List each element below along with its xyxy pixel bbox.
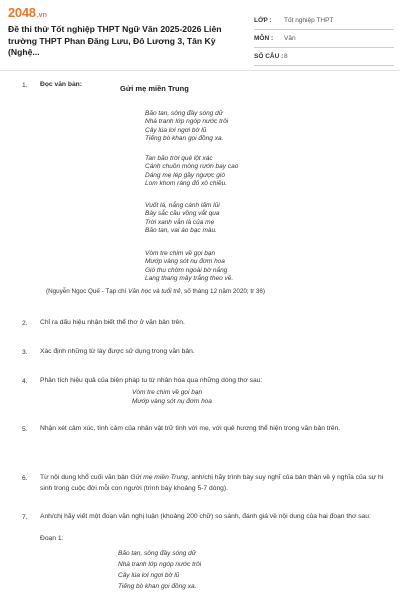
- poem-line: Lom khom ráng đỏ xô chiều.: [145, 179, 228, 187]
- poem-line: Vòm tre chim về gọi bạn: [145, 250, 216, 257]
- poem-stanza: [145, 155, 238, 188]
- poem-source: [46, 288, 265, 295]
- poem-line: Cây lúa lơi ngơi bờ lũ: [145, 126, 207, 134]
- poem-line: Bày sắc cầu vồng vắt qua: [145, 210, 220, 218]
- question-text: [40, 473, 390, 494]
- meta-value: 8: [284, 53, 288, 60]
- question-number: 3.: [22, 349, 28, 356]
- meta-value: Tốt nghiệp THPT: [284, 17, 334, 24]
- poem-line: Bão tan, vai áo bạc màu.: [145, 226, 217, 234]
- quote-line: Nhà tranh lớp ngóp nước trôi: [118, 561, 202, 568]
- question-number: 5.: [22, 426, 28, 433]
- question-text: Phân tích hiệu quả của biện pháp tu từ nhân hóa qua những dòng thơ sau:: [40, 377, 263, 384]
- question-number: 2.: [22, 320, 28, 327]
- poem-line: Cánh chuồn mông rướn bay cao: [145, 163, 239, 171]
- poem-stanza: [145, 202, 220, 235]
- poem-line: Bão tan, sông đầy sóng dữ: [145, 110, 223, 117]
- quote-line: Vòm tre chim về gọi bạn: [132, 389, 203, 396]
- passage-heading: Đọc văn bản:: [40, 81, 82, 88]
- poem-line: Lang thang mây trắng theo về.: [145, 274, 234, 282]
- poem-line: Tiếng bò khan gọi đồng xa.: [145, 134, 224, 142]
- poem-line: Tan bão trời quê lột xác: [145, 155, 213, 162]
- question-text: Anh/chị hãy viết một đoạn văn nghị luận (khoảng 200 chữ) so sánh, đánh giá về nội dung của hai đoạn thơ sau:: [40, 513, 371, 520]
- quote-line: Bão tan, sông đầy sóng dữ: [118, 550, 196, 557]
- meta-label: SỐ CÂU :: [254, 53, 284, 60]
- quoted-lines: [132, 388, 212, 406]
- quoted-lines: [118, 548, 201, 592]
- question-number: 7.: [22, 514, 28, 521]
- poem-title-reference: Gửi mẹ miền Trung: [130, 474, 188, 481]
- meta-row-class: [254, 12, 394, 30]
- question-number: 4.: [22, 378, 28, 385]
- poem-title: Gửi mẹ miền Trung: [120, 84, 189, 93]
- poem-line: Mướp vàng sót nụ đơm hoa: [145, 258, 225, 266]
- logo-domain: .vn: [36, 12, 47, 19]
- poem-line: Trời xanh vẫn là của mẹ: [145, 218, 215, 226]
- question-number: 6.: [22, 475, 28, 482]
- poem-line: Vuốt lá, nắng cánh lấm lũi: [145, 202, 220, 209]
- quote-line: Mướp vàng sót nụ đơm hoa: [132, 398, 212, 405]
- poem-line: Dáng mẹ lép gầy ngược gió: [145, 171, 225, 179]
- question-number: 1.: [22, 82, 28, 89]
- site-logo[interactable]: [8, 6, 47, 20]
- document-header: [0, 0, 400, 62]
- meta-label: LỚP :: [254, 17, 272, 24]
- quote-line: Tiếng bò khan gọi đồng xa.: [118, 583, 197, 590]
- poem-line: Gió thu chờm ngoài bờ nắng: [145, 266, 228, 274]
- source-suffix: , số tháng 12 năm 2020; tr 36): [180, 288, 266, 295]
- meta-row-subject: [254, 30, 394, 48]
- sub-label: Đoạn 1:: [40, 535, 64, 542]
- meta-row-count: [254, 48, 394, 66]
- logo-number: 2048: [8, 5, 36, 20]
- source-journal: Văn học và tuổi trẻ: [128, 288, 181, 295]
- poem-stanza: [145, 250, 233, 283]
- header-divider: [0, 70, 400, 71]
- quote-line: Cây lúa lơi ngơi bờ lũ: [118, 572, 180, 579]
- question-text: Chỉ ra dấu hiệu nhận biết thể thơ ở văn bản trên.: [40, 319, 185, 326]
- exam-meta-table: [254, 12, 394, 66]
- source-prefix: (Nguyễn Ngọc Quế - Tạp chí: [46, 288, 129, 295]
- poem-stanza: [145, 110, 228, 143]
- exam-title: Đề thi thử Tốt nghiệp THPT Ngữ Văn 2025-2026 Liên trường THPT Phan Đăng Lưu, Đô Lương 3, Tân Kỳ (Nghệ...: [8, 24, 222, 57]
- question-text-suffix: , anh/chị hãy trình bày suy nghĩ của bản thân về ý nghĩa của sự hi sinh trong cuộc đời mỗi con người (trình bày khoảng 5-7 dòng).: [40, 474, 384, 492]
- question-text: Xác định những từ láy được sử dụng trong văn bản.: [40, 348, 195, 355]
- poem-line: Nhà tranh lớp ngóp nước trôi: [145, 118, 229, 126]
- question-text: Nhận xét cảm xúc, tình cảm của nhân vật trữ tình với mẹ, với quê hương thể hiện trong văn bản trên.: [40, 425, 341, 432]
- meta-value: Văn: [284, 35, 296, 42]
- question-text-prefix: Từ nội dung khổ cuối văn bản: [40, 474, 131, 481]
- meta-label: MÔN :: [254, 35, 274, 42]
